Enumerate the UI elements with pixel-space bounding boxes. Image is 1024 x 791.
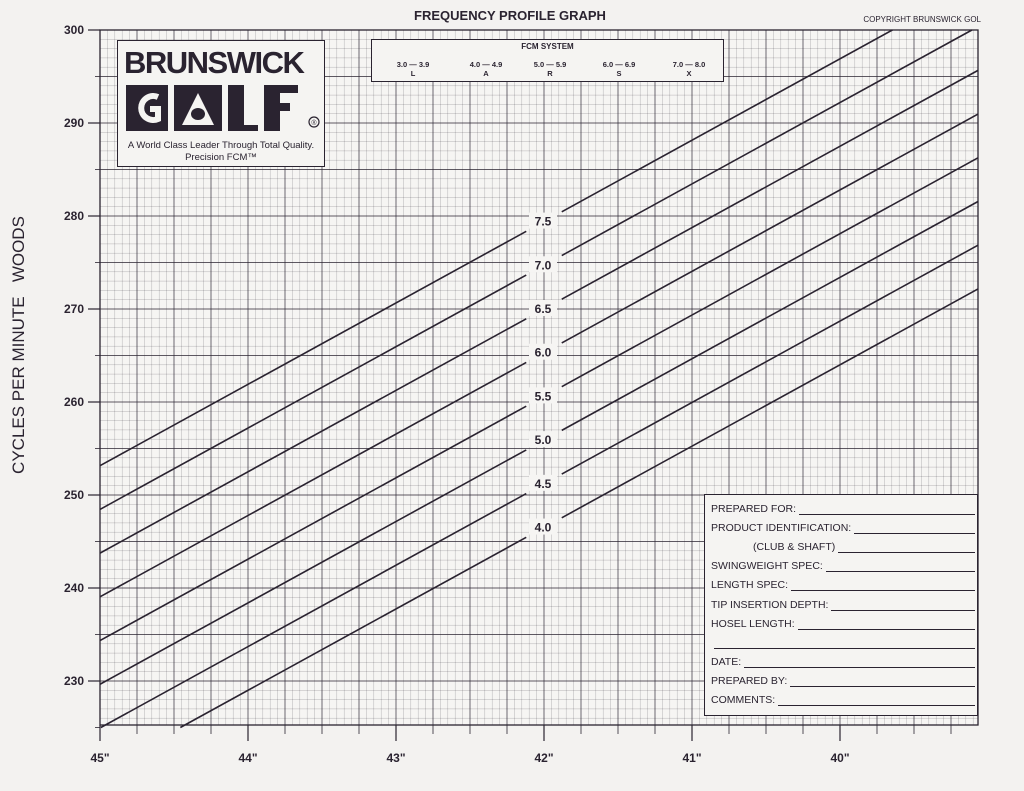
club-shaft-field[interactable]: [838, 542, 975, 553]
form-label: COMMENTS:: [711, 694, 776, 706]
form-row-club-shaft: [711, 539, 975, 553]
form-label: SWINGWEIGHT SPEC:: [711, 560, 823, 572]
blank-field[interactable]: [714, 638, 975, 649]
x-tick-label: 44": [238, 751, 258, 765]
fcm-range-r: [525, 60, 575, 78]
form-label: PRODUCT IDENTIFICATION:: [711, 522, 852, 534]
fcm-range-value: 4.0 — 4.9: [469, 60, 503, 69]
fcm-range-s: [594, 60, 644, 78]
tagline-line-1: A World Class Leader Through Total Quality.: [127, 140, 315, 151]
form-label: (CLUB & SHAFT): [753, 541, 836, 553]
form-label: LENGTH SPEC:: [711, 579, 789, 591]
fcm-system-legend: [371, 39, 724, 82]
series-label-7.5: 7.5: [534, 214, 552, 229]
brunswick-logo-panel: [117, 40, 325, 167]
copyright-notice: COPYRIGHT BRUNSWICK GOL: [863, 15, 981, 24]
x-tick-label: 42": [534, 751, 554, 765]
fcm-range-code: L: [410, 69, 416, 78]
x-tick-label: 41": [682, 751, 702, 765]
fcm-range-code: R: [547, 69, 553, 78]
series-label-5.0: 5.0: [534, 433, 552, 448]
form-row-swingweight: [711, 558, 975, 572]
fcm-range-value: 6.0 — 6.9: [602, 60, 636, 69]
prepared-by-field[interactable]: [790, 676, 975, 687]
form-label: HOSEL LENGTH:: [711, 618, 795, 630]
series-label-4.0: 4.0: [534, 520, 552, 535]
logo-tagline: [118, 140, 324, 164]
form-row-comments: [711, 692, 975, 706]
brand-name: BRUNSWICK: [124, 45, 304, 80]
hosel-length-field[interactable]: [798, 619, 975, 630]
fcm-range-code: S: [616, 69, 622, 78]
y-tick-label: 300: [63, 23, 84, 37]
form-label: DATE:: [711, 656, 742, 668]
y-tick-label: 240: [63, 581, 84, 595]
y-tick-label: 230: [63, 674, 84, 688]
form-label: TIP INSERTION DEPTH:: [711, 599, 829, 611]
fcm-system-title: FCM SYSTEM: [521, 42, 574, 51]
fcm-range-l: [388, 60, 438, 78]
specification-form: [704, 494, 978, 716]
fcm-range-code: A: [483, 69, 489, 78]
form-row-product-id: [711, 520, 975, 534]
series-label-6.5: 6.5: [534, 302, 552, 316]
swingweight-spec-field[interactable]: [826, 561, 975, 572]
fcm-range-value: 5.0 — 5.9: [533, 60, 567, 69]
series-label-6.0: 6.0: [534, 345, 552, 360]
golf-wordmark-logo: [122, 81, 322, 141]
date-field[interactable]: [744, 657, 975, 668]
fcm-range-x: [664, 60, 714, 78]
comments-field[interactable]: [778, 695, 975, 706]
fcm-range-value: 7.0 — 8.0: [672, 60, 706, 69]
y-tick-label: 280: [63, 209, 84, 223]
x-tick-label: 43": [386, 751, 406, 765]
tagline-line-2: Precision FCM™: [185, 152, 257, 163]
prepared-for-field[interactable]: [799, 504, 975, 515]
tip-insertion-depth-field[interactable]: [831, 600, 975, 611]
form-row-hosel-length: [711, 616, 975, 630]
form-row-tip-insertion: [711, 597, 975, 611]
form-row-prepared-by: [711, 673, 975, 687]
y-tick-label: 250: [63, 488, 84, 502]
product-identification-field[interactable]: [854, 523, 975, 534]
y-tick-label: 270: [63, 302, 84, 316]
form-row-length: [711, 577, 975, 591]
y-tick-label: 260: [63, 395, 84, 409]
x-tick-label: 45": [90, 751, 110, 765]
y-axis-label: CYCLES PER MINUTE WOODS: [9, 216, 28, 474]
form-row-prepared-for: [711, 501, 975, 515]
fcm-range-a: [461, 60, 511, 78]
series-label-5.5: 5.5: [534, 389, 552, 404]
fcm-range-value: 3.0 — 3.9: [396, 60, 430, 69]
x-tick-label: 40": [830, 751, 850, 765]
registered-mark: ®: [311, 120, 317, 127]
series-label-7.0: 7.0: [534, 258, 552, 273]
chart-title: FREQUENCY PROFILE GRAPH: [414, 8, 606, 23]
form-label: PREPARED FOR:: [711, 503, 796, 515]
y-tick-label: 290: [63, 116, 84, 130]
form-row-date: [711, 654, 975, 668]
fcm-range-code: X: [686, 69, 692, 78]
form-label: PREPARED BY:: [711, 675, 788, 687]
series-label-4.5: 4.5: [534, 476, 552, 491]
form-row-blank: [711, 635, 975, 649]
length-spec-field[interactable]: [791, 580, 975, 591]
